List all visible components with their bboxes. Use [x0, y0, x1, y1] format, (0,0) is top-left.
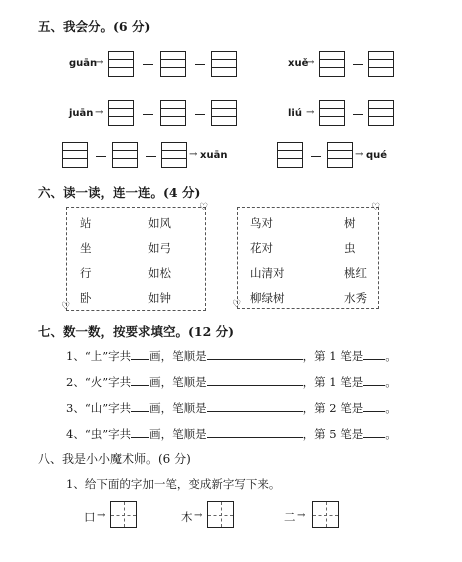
pinyin-xuan: xuān: [200, 150, 228, 161]
arrow-icon: →: [194, 510, 203, 521]
arrow-icon: →: [306, 57, 315, 68]
answer-box-1b[interactable]: [160, 51, 186, 77]
fill-row-3: 3、“山”字共 画，笔顺是 ，第 2 笔是 。: [66, 401, 397, 415]
fill-row-2: 2、“火”字共 画，笔顺是 ，第 1 笔是 。: [66, 375, 397, 389]
left-col1-item[interactable]: 行: [80, 266, 92, 280]
arrow-icon: →: [189, 149, 198, 160]
right-col2-item[interactable]: 虫: [344, 241, 356, 255]
arrow-icon: →: [95, 107, 104, 118]
left-col2-item[interactable]: 如松: [148, 266, 171, 280]
left-col1-item[interactable]: 坐: [80, 241, 92, 255]
source-char: 木: [181, 510, 193, 524]
right-col2-item[interactable]: 桃红: [344, 266, 367, 280]
heart-icon: ♡: [199, 202, 208, 213]
answer-box-6a[interactable]: [277, 142, 303, 168]
count-blank[interactable]: [131, 427, 149, 438]
answer-box-5a[interactable]: [62, 142, 88, 168]
answer-box-1a[interactable]: [108, 51, 134, 77]
answer-box-5b[interactable]: [112, 142, 138, 168]
writing-grid-1[interactable]: [110, 501, 137, 528]
dash-separator: [146, 156, 156, 157]
count-blank[interactable]: [131, 401, 149, 412]
answer-box-3b[interactable]: [160, 100, 186, 126]
dash-separator: [143, 114, 153, 115]
dash-separator: [96, 156, 106, 157]
left-col1-item[interactable]: 站: [80, 216, 92, 230]
source-char: 口: [84, 510, 96, 524]
left-col2-item[interactable]: 如钟: [148, 291, 171, 305]
fill-row-1: 1、“上”字共 画，笔顺是 ，第 1 笔是 。: [66, 349, 397, 363]
right-col1-item[interactable]: 鸟对: [250, 216, 273, 230]
count-blank[interactable]: [131, 375, 149, 386]
stroke-blank[interactable]: [363, 401, 385, 412]
source-char: 二: [284, 510, 296, 524]
heart-icon: ♡: [61, 301, 70, 312]
arrow-icon: →: [306, 107, 315, 118]
stroke-order-blank[interactable]: [207, 375, 303, 386]
answer-box-5c[interactable]: [161, 142, 187, 168]
answer-box-6b[interactable]: [327, 142, 353, 168]
section8-heading: 八、我是小小魔术师。(6 分): [38, 452, 191, 466]
heart-icon: ♡: [371, 202, 380, 213]
fill-row-4: 4、“虫”字共 画，笔顺是 ，第 5 笔是 。: [66, 427, 397, 441]
pinyin-juan: juān: [69, 108, 94, 119]
dash-separator: [143, 64, 153, 65]
arrow-icon: →: [297, 510, 306, 521]
arrow-icon: →: [95, 57, 104, 68]
stroke-order-blank[interactable]: [207, 401, 303, 412]
heart-icon: ♡: [232, 299, 241, 310]
right-col1-item[interactable]: 花对: [250, 241, 273, 255]
right-col1-item[interactable]: 山清对: [250, 266, 285, 280]
answer-box-2b[interactable]: [368, 51, 394, 77]
dash-separator: [195, 114, 205, 115]
section5-heading: 五、我会分。(6 分): [38, 19, 151, 34]
right-col2-item[interactable]: 水秀: [344, 291, 367, 305]
arrow-icon: →: [97, 510, 106, 521]
dash-separator: [353, 114, 363, 115]
answer-box-4a[interactable]: [319, 100, 345, 126]
answer-box-2a[interactable]: [319, 51, 345, 77]
right-col1-item[interactable]: 柳绿树: [250, 291, 285, 305]
section8-instruction: 1、给下面的字加一笔，变成新字写下来。: [66, 477, 281, 491]
right-col2-item[interactable]: 树: [344, 216, 356, 230]
dash-separator: [353, 64, 363, 65]
writing-grid-3[interactable]: [312, 501, 339, 528]
answer-box-1c[interactable]: [211, 51, 237, 77]
pinyin-xue: xuě: [288, 58, 309, 69]
arrow-icon: →: [355, 149, 364, 160]
answer-box-4b[interactable]: [368, 100, 394, 126]
stroke-blank[interactable]: [363, 427, 385, 438]
answer-box-3a[interactable]: [108, 100, 134, 126]
stroke-blank[interactable]: [363, 349, 385, 360]
stroke-blank[interactable]: [363, 375, 385, 386]
stroke-order-blank[interactable]: [207, 349, 303, 360]
pinyin-guan: guān: [69, 58, 98, 69]
dash-separator: [311, 156, 321, 157]
count-blank[interactable]: [131, 349, 149, 360]
section7-heading: 七、数一数，按要求填空。(12 分): [38, 324, 235, 339]
stroke-order-blank[interactable]: [207, 427, 303, 438]
pinyin-que: qué: [366, 150, 388, 161]
writing-grid-2[interactable]: [207, 501, 234, 528]
left-col2-item[interactable]: 如弓: [148, 241, 171, 255]
dash-separator: [195, 64, 205, 65]
answer-box-3c[interactable]: [211, 100, 237, 126]
left-col2-item[interactable]: 如风: [148, 216, 171, 230]
left-col1-item[interactable]: 卧: [80, 291, 92, 305]
section6-heading: 六、读一读，连一连。(4 分): [38, 185, 201, 200]
pinyin-liu: liú: [288, 108, 302, 119]
